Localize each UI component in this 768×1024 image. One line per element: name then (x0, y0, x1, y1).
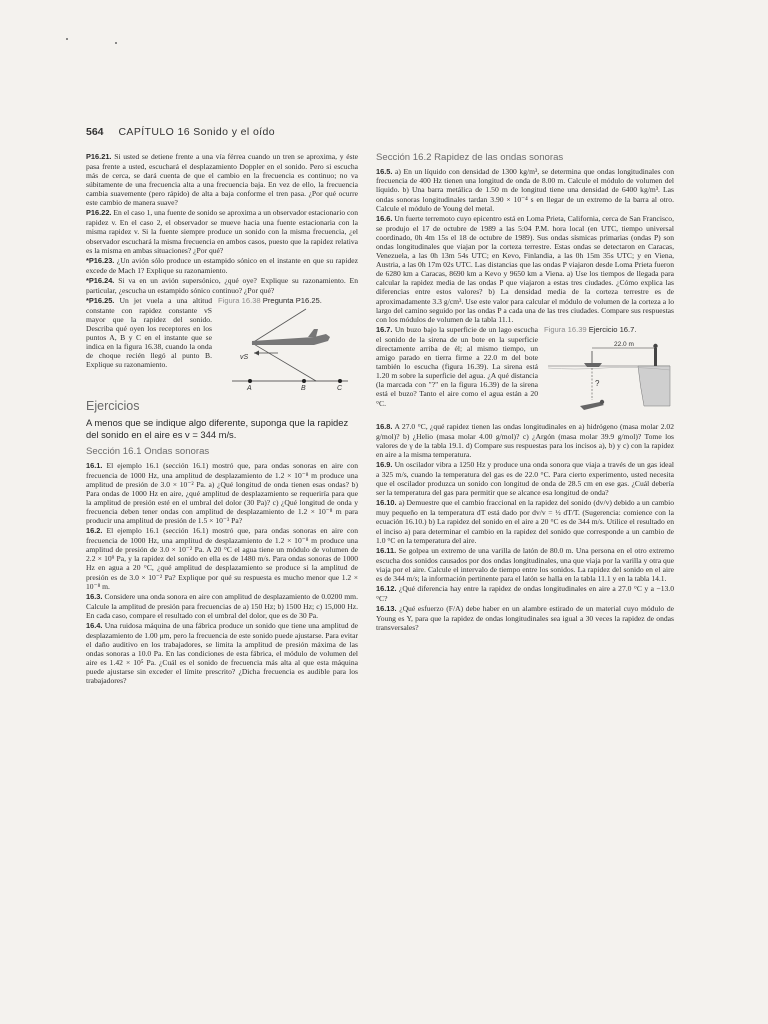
diver-head (600, 400, 604, 404)
question-p16-24: *P16.24. Si va en un avión supersónico, ¿qué oye? Explique su razonamiento. En particular, ¿escucha un estampido sónico continuo? ¿Por qué? (86, 275, 358, 295)
question-p16-25: *P16.25. Un jet vuela a una altitud constante con rapidez constante vS mayor que la rapidez del sonido. Describa qué oyen los receptores en los puntos A, B y C en el instante que se indica en la figura 16.38, cuando la onda de choque recién llegó al punto B. Explique su razonamiento. (86, 295, 213, 370)
section-heading-exercises: Ejercicios (86, 398, 140, 413)
exercise-16-12: 16.12. ¿Qué diferencia hay entre la rapidez de ondas longitudinales en aire a 27.0 °C y a −13.0 °C? (376, 583, 674, 603)
label-a: A (247, 384, 252, 391)
figure-16-39 (544, 325, 674, 420)
shock-front-upper (252, 309, 306, 343)
exercise-16-8: 16.8. A 27.0 °C, ¿qué rapidez tienen las ondas longitudinales en a) hidrógeno (masa molar 2.02 g/mol)? b) ¿Helio (masa molar 4.00 g/mol)? c) ¿Argón (masa molar 39.9 g/mol)? Tome los valores de γ de la tabla 19.1. d) Compare sus respuestas para los incisos a), b) y c) con la rapidez en aire a la misma temperatura. (376, 422, 674, 460)
section-heading-16-1: Sección 16.1 Ondas sonoras (86, 446, 210, 458)
label-b: B (301, 384, 306, 391)
section-heading-16-2: Sección 16.2 Rapidez de las ondas sonoras (376, 152, 564, 163)
figure-title: Ejercicio 16.7. (588, 324, 637, 334)
shockwave-diagram (218, 307, 358, 391)
exercise-16-9: 16.9. Un oscilador vibra a 1250 Hz y produce una onda sonora que viaja a través de un gas ideal a 325 m/s, cuando la temperatura del gas es de 22.0 °C. Para cierto experimento, usted necesita que el oscilador produzca un sonido con longitud de onda de 28.5 cm en ese gas. ¿Cuál debería ser la temperatura del gas para permitir que se alcance esa longitud de onda? (376, 460, 674, 498)
exercise-16-5: 16.5. a) En un líquido con densidad de 1300 kg/m³, se determina que ondas longitudinales con frecuencia de 400 Hz tienen una longitud de onda de 8.00 m. Calcule el módulo de volumen del líquido. b) Una barra metálica de 1.50 m de longitud tiene una densidad de 6400 kg/m³. Las ondas sonoras longitudinales tardan 3.90 × 10⁻⁴ s en llegar de un extremo de la barra al otro. Calcule el módulo de Young del metal. (376, 166, 674, 213)
left-column (86, 152, 358, 686)
arrow-head-icon (254, 350, 259, 355)
exercise-16-1: 16.1. El ejemplo 16.1 (sección 16.1) mostró que, para ondas sonoras en aire con frecuencia de 1000 Hz, una amplitud de desplazamiento de 1.2 × 10⁻⁸ m produce una amplitud de presión de 3.0 × 10⁻² Pa. a) ¿Qué longitud de onda tienen esas ondas? b) Para ondas de 1000 Hz en aire, ¿qué amplitud de desplazamiento se requeriría para que la amplitud de presión esté en el umbral del dolor (30 Pa)? c) ¿Qué longitud de onda y frecuencia deben tener ondas con amplitud de desplazamiento de 1.2 × 10⁻⁸ m para producir una amplitud de presión de 1.5 × 10⁻³ Pa? (86, 460, 358, 526)
exercise-16-13: 16.13. ¿Qué esfuerzo (F/A) debe haber en un alambre estirado de un material cuyo módulo de Young es Y, para que la rapidez de ondas longitudinales sea igual a 30 veces la rapidez de ondas transversales? (376, 603, 674, 632)
vs-label: vS (240, 353, 249, 361)
question-p16-25-block (86, 296, 358, 393)
exercise-16-6: 16.6. Un fuerte terremoto cuyo epicentro está en Loma Prieta, California, cerca de San Francisco, se produjo el 17 de octubre de 1989 a las 5:04 P.M. hora local (en UTC, tiempo universal coordinado, 0h 4m 15s el 18 de octubre de 1989). Sus ondas sísmicas primarias (ondas P) son ondas longitudinales que viajan por la corteza terrestre. Estas ondas se detectaron en Caracas, Venezuela, a las 0h 13m 54s UTC; en Kevo, Finlandia, a las 0h 15m 35s UTC; y en Viena, Austria, a las 0h 17m 02s UTC. Las distancias que las ondas P viajaron desde Loma Prieta fueron de 6280 km a Caracas, 8690 km a Kevo y 9650 km a Viena. a) Use los tiempos de llegada para calcular la rapidez media de las ondas P que viajaron a estas tres ciudades. ¿Cómo explica las diferencias entre estos valores? b) La densidad media de la corteza terrestre es de aproximadamente 3.3 g/cm³. Use este valor para calcular el módulo de volumen de la corteza a lo largo del camino seguido por las ondas P a cada una de las tres ciudades. Compare sus respuestas con los módulos de volumen de la tabla 11.1. (376, 213, 674, 324)
jet-tail-icon (308, 329, 318, 337)
exercise-16-10: 16.10. a) Demuestre que el cambio fraccional en la rapidez del sonido (dv/v) debido a un cambio muy pequeño en la temperatura dT está dado por dv/v = ½ dT/T. (Sugerencia: comience con la ecuación 16.10.) b) La rapidez del sonido en el aire a 20 °C es de 344 m/s. Utilice el resultado en el inciso a) para determinar el cambio en la rapidez del sonido que corresponde a un cambio de 1.0 °C en la temperatura del aire. (376, 498, 674, 545)
exercise-16-7: 16.7. Un buzo bajo la superficie de un lago escucha el sonido de la sirena de un bote en la superficie directamente arriba de él; al mismo tiempo, un amigo parado en tierra firme a 22.0 m del bote también lo escucha (figura 16.39). La sirena está 1.20 m sobre la superficie del agua. ¿A qué distancia (la marcada con "?" en la figura 16.39) de la sirena está el buzo? Tanto el aire como el agua están a 20 °C. (376, 324, 538, 408)
page-header (86, 126, 706, 138)
friend-figure (654, 348, 657, 366)
shock-front-lower (252, 343, 316, 381)
exercise-16-7-block (376, 325, 674, 422)
shore-land (638, 366, 670, 406)
unknown-distance-label: ? (595, 379, 600, 388)
question-p16-22: P16.22. En el caso 1, una fuente de sonido se aproxima a un observador estacionario con rapidez v. En el caso 2, el observador se mueve hacia una fuente estacionaria con la misma rapidez v. Si la fuente siempre produce un sonido con la misma frecuencia, ¿el observador escuchará la misma frecuencia en ambos casos, puesto que la rapidez relativa es la misma en ambas situaciones? ¿Por qué? (86, 208, 358, 255)
distance-label: 22.0 m (614, 341, 634, 348)
exercise-16-3: 16.3. Considere una onda sonora en aire con amplitud de desplazamiento de 0.0200 mm. Calcule la amplitud de presión para frecuencias de a) 150 Hz; b) 1500 Hz; c) 15,000 Hz. En cada caso, compare el resultado con el umbral del dolor, que es de 30 Pa. (86, 591, 358, 620)
exercises-intro: A menos que se indique algo diferente, suponga que la rapidez del sonido en el aire es v = 344 m/s. (86, 416, 349, 441)
figure-label: Figura 16.38 (218, 295, 261, 305)
question-p16-23: *P16.23. ¿Un avión sólo produce un estampido sónico en el instante en que su rapidez excede de Mach 1? Explique su razonamiento. (86, 255, 358, 275)
label-c: C (337, 384, 343, 391)
diver-diagram (544, 336, 674, 420)
scan-speck (66, 38, 68, 40)
exercise-16-2: 16.2. El ejemplo 16.1 (sección 16.1) mostró que, para ondas sonoras en aire con frecuencia de 1000 Hz, una amplitud de desplazamiento de 1.2 × 10⁻⁸ m produce una amplitud de presión de 3.0 × 10⁻² Pa. A 20 °C el agua tiene un módulo de volumen de 2.2 × 10⁹ Pa, y la rapidez del sonido en ella es de 1480 m/s. Para ondas sonoras de 1000 Hz en agua a 20 °C, ¿qué amplitud de desplazamiento se produce si la amplitud de presión es de 3.0 × 10⁻² Pa? Explique por qué su respuesta es mucho menor que 1.2 × 10⁻⁸ m. (86, 526, 358, 591)
figure-16-38 (218, 296, 358, 391)
exercise-16-4: 16.4. Una ruidosa máquina de una fábrica produce un sonido que tiene una amplitud de desplazamiento de 1.00 μm, pero la frecuencia de este sonido puede ajustarse. Para evitar el daño auditivo en los trabajadores, se limita la amplitud de presión máxima de las ondas sonoras a 10.0 Pa. En las condiciones de esta fábrica, el módulo de volumen del aire es 1.42 × 10⁵ Pa. ¿Cuál es el sonido de frecuencia más alta al que esta máquina puede ajustarse sin exceder el límite prescrito? ¿Dicha frecuencia es audible para los trabajadores? (86, 620, 358, 686)
page-number: 564 (86, 126, 104, 138)
point-c (338, 379, 342, 383)
boat-icon (584, 363, 602, 367)
figure-title: Pregunta P16.25. (262, 295, 322, 305)
figure-label: Figura 16.39 (544, 324, 587, 334)
right-column (376, 152, 674, 633)
chapter-title: CAPÍTULO 16 Sonido y el oído (118, 126, 275, 138)
friend-head (653, 344, 657, 348)
scan-speck (115, 42, 117, 44)
exercise-16-11: 16.11. Se golpea un extremo de una varilla de latón de 80.0 m. Una persona en el otro extremo escucha dos sonidos causados por dos ondas longitudinales, una que viaja por la varilla y otra que viaja por el aire. Calcule el intervalo de tiempo entre los sonidos. La rapidez del sonido en el aire es de 344 m/s; la información pertinente para el latón se halla en la tabla 11.1 y en la tabla 14.1. (376, 545, 675, 583)
point-b (302, 379, 306, 383)
question-p16-21: P16.21. Si usted se detiene frente a una vía férrea cuando un tren se aproxima, y éste pasa frente a usted, escuchará el desplazamiento Doppler en el sonido. Pero si escucha más de cerca, se dará cuenta de que el cambio en la frecuencia es continuo; no va súbitamente de una frecuencia alta a una frecuencia baja. En vez de ello, la frecuencia cambia suavemente (pero rápido) de alta a baja conforme el tren pasa. ¿Por qué ocurre este cambio de manera suave? (86, 152, 359, 208)
point-a (248, 379, 252, 383)
